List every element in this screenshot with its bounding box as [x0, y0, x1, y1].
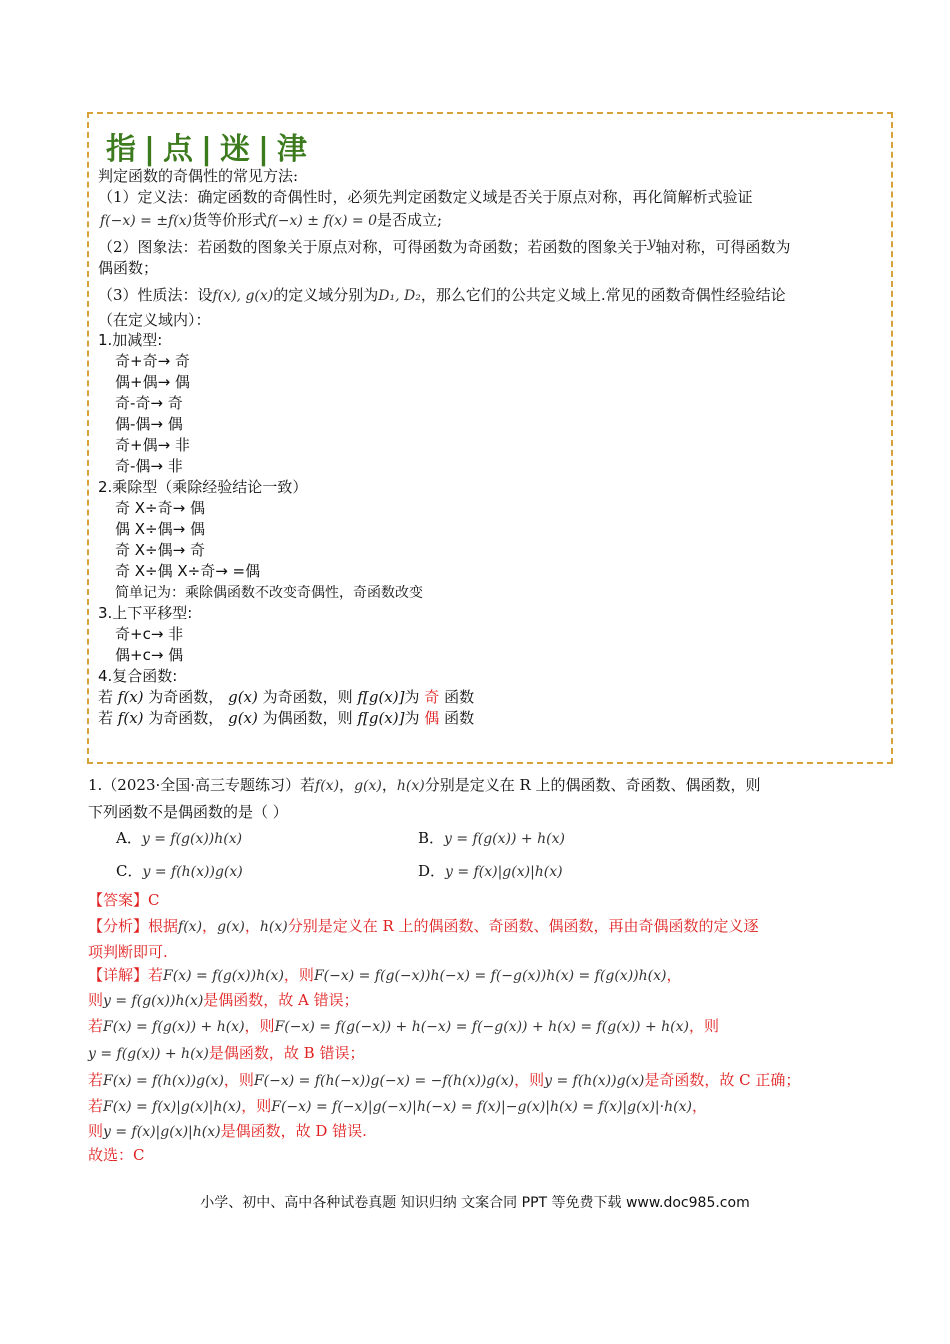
text: 是偶函数，故 A 错误； — [203, 991, 359, 1009]
text: 是奇函数，故 C 正确； — [644, 1071, 801, 1089]
method-1-formula-line — [100, 210, 442, 231]
formula: f(−x) ± f(x) = 0 — [267, 213, 378, 229]
detail-line-7 — [88, 1121, 367, 1142]
text: ，则 — [283, 966, 314, 984]
mul-type-row: 偶 X÷偶→ 偶 — [115, 520, 205, 538]
text: 若 — [98, 688, 114, 706]
intro-heading: 判定函数的奇偶性的常见方法: — [98, 167, 299, 185]
text: 若 — [88, 1017, 104, 1035]
detail-tag: 【详解】 — [88, 966, 149, 984]
text: 函数 — [444, 688, 475, 706]
text: 1.（2023·全国·高三专题练习）若 — [88, 776, 316, 794]
text: （3）性质法：设 — [98, 286, 213, 304]
answer-line: 【答案】C — [88, 891, 160, 909]
composite-heading: 4.复合函数: — [98, 667, 178, 685]
text: 若 — [88, 1071, 104, 1089]
formula: f(x) — [117, 709, 144, 727]
detail-line-3 — [88, 1016, 719, 1037]
text: 为奇函数， — [148, 688, 224, 706]
title-char: 指 — [106, 132, 138, 167]
method-3-text — [98, 285, 786, 306]
option-label: D． — [418, 862, 446, 880]
text: ， — [339, 776, 355, 794]
text: ，则 — [688, 1017, 719, 1035]
formula: f(x) — [315, 778, 340, 794]
add-type-row: 偶-偶→ 偶 — [115, 415, 183, 433]
add-type-row: 奇+奇→ 奇 — [115, 352, 190, 370]
formula: y = f(g(x)) + h(x) — [444, 831, 565, 847]
shift-type-heading: 3.上下平移型: — [98, 604, 193, 622]
composite-row-2 — [98, 708, 474, 728]
option-c[interactable] — [116, 861, 243, 882]
add-type-row: 偶+偶→ 偶 — [115, 373, 190, 391]
formula: F(x) = f(g(x)) + h(x) — [103, 1019, 245, 1035]
text: ， — [666, 966, 682, 984]
formula: f(x) — [117, 688, 144, 706]
add-type-row: 奇-奇→ 奇 — [115, 394, 183, 412]
option-label: A． — [116, 829, 142, 847]
text: 轴对称，可得函数为 — [655, 238, 791, 256]
detail-line-5 — [88, 1070, 800, 1091]
formula: h(x) — [259, 919, 288, 935]
text: 的定义域分别为 — [273, 286, 379, 304]
text: 是偶函数，故 B 错误； — [208, 1044, 365, 1062]
text: ，则 — [223, 1071, 254, 1089]
composite-row-1 — [98, 687, 474, 707]
formula: y = f(g(x)) + h(x) — [88, 1046, 209, 1062]
formula: f(x), g(x) — [212, 288, 274, 304]
text: ，则 — [241, 1097, 272, 1115]
option-d[interactable] — [418, 861, 563, 882]
text: 是否成立; — [377, 211, 443, 229]
formula: f[g(x)] — [357, 709, 405, 727]
formula: f(x) — [178, 919, 203, 935]
formula: y = f(g(x))h(x) — [141, 831, 243, 847]
text: 则 — [88, 991, 104, 1009]
formula: F(x) = f(h(x))g(x) — [103, 1073, 224, 1089]
formula: y = f(h(x))g(x) — [544, 1073, 645, 1089]
detail-line-2 — [88, 990, 359, 1011]
formula: F(x) = f(x)|g(x)|h(x) — [103, 1099, 242, 1115]
detail-line-4 — [88, 1043, 364, 1064]
text: 为 — [404, 688, 420, 706]
formula: F(x) = f(g(x))h(x) — [163, 968, 284, 984]
text: 为奇函数， — [148, 709, 224, 727]
add-type-heading: 1.加减型: — [98, 331, 163, 349]
formula: y = f(h(x))g(x) — [142, 864, 243, 880]
shift-type-row: 偶+c→ 偶 — [115, 646, 184, 664]
text: ，则 — [244, 1017, 275, 1035]
add-type-row: 奇+偶→ 非 — [115, 436, 190, 454]
title-char: 点 — [162, 132, 195, 167]
mul-type-heading: 2.乘除型（乘除经验结论一致） — [98, 478, 308, 496]
method-3-cont: （在定义域内）： — [98, 311, 211, 329]
option-label: C． — [116, 862, 143, 880]
page-footer: 小学、初中、高中各种试卷真题 知识归纳 文案合同 PPT 等免费下载 www.doc985.com — [200, 1195, 750, 1211]
title-separator: | — [200, 132, 214, 167]
answer-value: 偶 — [424, 709, 440, 727]
formula: F(−x) = f(−x)|g(−x)|h(−x) = f(x)|−g(x)|h(x) = f(x)|g(x)|·h(x) — [271, 1099, 692, 1115]
analysis-cont: 项判断即可. — [88, 943, 168, 961]
formula: g(x) — [217, 919, 245, 935]
answer-value: 奇 — [424, 688, 440, 706]
add-type-row: 奇-偶→ 非 — [115, 457, 183, 475]
text: 若 — [98, 709, 114, 727]
formula: F(−x) = f(g(−x))h(−x) = f(−g(x))h(x) = f(g(x))h(x) — [313, 968, 667, 984]
detail-line-6 — [88, 1096, 707, 1117]
formula: y = f(x)|g(x)|h(x) — [103, 1124, 221, 1140]
formula: D₁, D₂ — [378, 288, 421, 304]
text: 分别是定义在 R 上的偶函数、奇函数、偶函数，则 — [424, 776, 761, 794]
formula: f[g(x)] — [357, 688, 405, 706]
mul-type-note: 简单记为：乘除偶函数不改变奇偶性，奇函数改变 — [115, 585, 423, 601]
text: 为偶函数，则 — [262, 709, 353, 727]
formula: g(x) — [354, 778, 382, 794]
method-2-text — [98, 237, 791, 258]
formula: h(x) — [396, 778, 425, 794]
title-separator: | — [144, 132, 157, 167]
formula: F(−x) = f(g(−x)) + h(−x) = f(−g(x)) + h(x) = f(g(x)) + h(x) — [274, 1019, 689, 1035]
question-stem-cont: 下列函数不是偶函数的是（ ） — [88, 803, 288, 821]
title-char: 迷 — [219, 132, 252, 167]
formula: f(−x) = ±f(x) — [100, 213, 193, 229]
text: ，那么它们的公共定义域上.常见的函数奇偶性经验结论 — [420, 286, 786, 304]
text: 若 — [88, 1097, 104, 1115]
text: 为奇函数，则 — [262, 688, 353, 706]
mul-type-row: 奇 X÷偶 X÷奇→ =偶 — [115, 562, 261, 580]
text: ， — [691, 1097, 707, 1115]
text: 根据 — [148, 917, 179, 935]
text: 为 — [404, 709, 420, 727]
analysis-tag: 【分析】 — [88, 917, 149, 935]
formula: F(−x) = f(h(−x))g(−x) = −f(h(x))g(x) — [253, 1073, 515, 1089]
shift-type-row: 奇+c→ 非 — [115, 625, 184, 643]
text: 是偶函数，故 D 错误. — [220, 1122, 367, 1140]
mul-type-row: 奇 X÷偶→ 奇 — [115, 541, 205, 559]
method-1-text: （1）定义法：确定函数的奇偶性时，必须先判定函数定义域是否关于原点对称，再化简解析式验证 — [98, 188, 753, 206]
method-2-cont: 偶函数； — [98, 259, 159, 277]
text: 货等价形式 — [192, 211, 268, 229]
option-b[interactable] — [418, 828, 565, 849]
formula: y = f(g(x))h(x) — [103, 993, 204, 1009]
formula: g(x) — [228, 709, 258, 727]
detail-line-1 — [88, 965, 681, 986]
formula: y — [647, 235, 656, 251]
text: 函数 — [444, 709, 475, 727]
text: 则 — [88, 1122, 104, 1140]
formula: g(x) — [228, 688, 258, 706]
text: 分别是定义在 R 上的偶函数、奇函数、偶函数，再由奇偶函数的定义逐 — [287, 917, 759, 935]
text: ，则 — [514, 1071, 545, 1089]
option-label: B． — [418, 829, 445, 847]
text: （2）图象法：若函数的图象关于原点对称，可得函数为奇函数；若函数的图象关于 — [98, 238, 648, 256]
question-stem — [88, 775, 761, 796]
formula: y = f(x)|g(x)|h(x) — [445, 864, 563, 880]
title-separator: | — [257, 132, 271, 167]
mul-type-row: 奇 X÷奇→ 偶 — [115, 499, 205, 517]
analysis-line: 【分析】根据f(x)，g(x)，h(x)分别是定义在 R 上的偶函数、奇函数、偶函数，再由奇偶函数的定义逐 — [88, 917, 759, 935]
text: ， — [381, 776, 397, 794]
text: 若 — [148, 966, 164, 984]
tip-box-title — [106, 124, 309, 168]
option-a[interactable] — [116, 828, 242, 849]
final-answer: 故选：C — [88, 1146, 145, 1164]
title-char: 津 — [276, 132, 309, 167]
